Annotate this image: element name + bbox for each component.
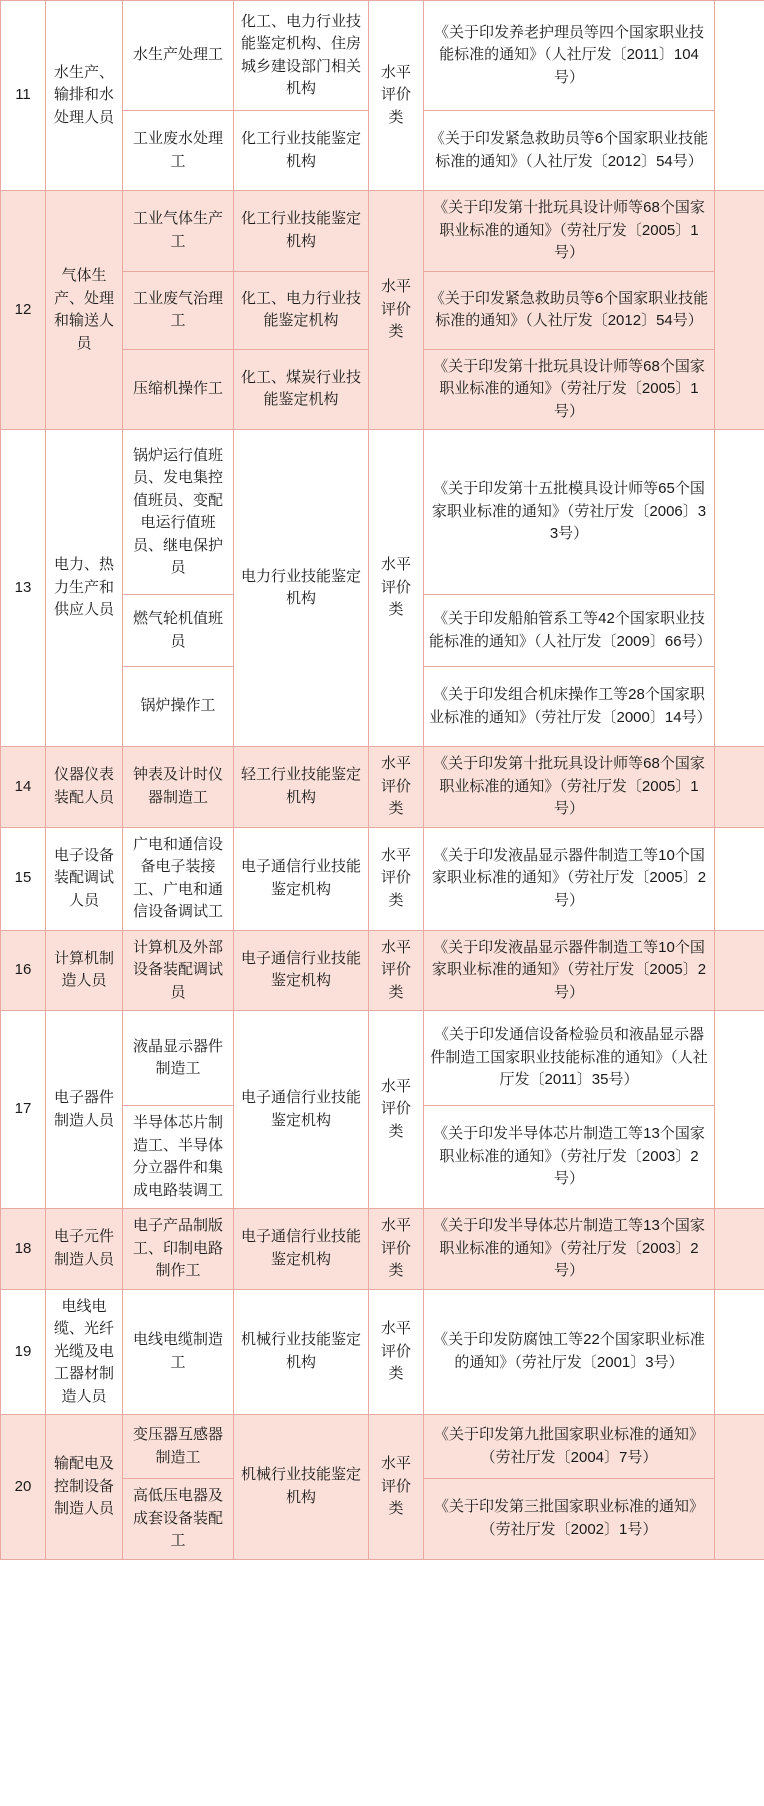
occupation-category: 电子器件制造人员 (46, 1011, 123, 1209)
remarks (715, 1415, 764, 1560)
reference-document: 《关于印发紧急救助员等6个国家职业技能标准的通知》（人社厅发〔2012〕54号） (424, 111, 715, 191)
table-row (1, 191, 764, 272)
reference-document: 《关于印发组合机床操作工等28个国家职业标准的通知》（劳社厅发〔2000〕14号） (424, 667, 715, 747)
occupation-category: 输配电及控制设备制造人员 (46, 1415, 123, 1560)
reference-document: 《关于印发第十批玩具设计师等68个国家职业标准的通知》（劳社厅发〔2005〕1号） (424, 349, 715, 430)
implementing-organization: 电子通信行业技能鉴定机构 (234, 1011, 369, 1209)
reference-document: 《关于印发紧急救助员等6个国家职业技能标准的通知》（人社厅发〔2012〕54号） (424, 271, 715, 349)
row-number: 16 (1, 930, 46, 1011)
row-number: 19 (1, 1289, 46, 1415)
occupation-category: 水生产、输排和水处理人员 (46, 1, 123, 191)
occupation-category: 仪器仪表装配人员 (46, 747, 123, 828)
reference-document: 《关于印发液晶显示器件制造工等10个国家职业标准的通知》（劳社厅发〔2005〕2号） (424, 827, 715, 930)
occupation-name: 压缩机操作工 (123, 349, 234, 430)
reference-document: 《关于印发液晶显示器件制造工等10个国家职业标准的通知》（劳社厅发〔2005〕2号） (424, 930, 715, 1011)
evaluation-type: 水平评价类 (369, 1415, 424, 1560)
occupation-name: 锅炉操作工 (123, 667, 234, 747)
remarks (715, 1289, 764, 1415)
remarks (715, 430, 764, 747)
reference-document: 《关于印发船舶管系工等42个国家职业技能标准的通知》（人社厅发〔2009〕66号） (424, 595, 715, 667)
table-row (1, 1415, 764, 1479)
occupation-category: 电子元件制造人员 (46, 1209, 123, 1290)
occupation-name: 锅炉运行值班员、发电集控值班员、变配电运行值班员、继电保护员 (123, 430, 234, 595)
remarks (715, 1, 764, 191)
occupation-name: 半导体芯片制造工、半导体分立器件和集成电路装调工 (123, 1106, 234, 1209)
occupation-category: 气体生产、处理和输送人员 (46, 191, 123, 430)
row-number: 12 (1, 191, 46, 430)
remarks (715, 1011, 764, 1209)
table-body (1, 1, 764, 1560)
row-number: 13 (1, 430, 46, 747)
reference-document: 《关于印发通信设备检验员和液晶显示器件制造工国家职业技能标准的通知》（人社厅发〔2011〕35号） (424, 1011, 715, 1106)
implementing-organization: 机械行业技能鉴定机构 (234, 1415, 369, 1560)
occupation-name: 液晶显示器件制造工 (123, 1011, 234, 1106)
row-number: 20 (1, 1415, 46, 1560)
row-number: 14 (1, 747, 46, 828)
implementing-organization: 化工行业技能鉴定机构 (234, 111, 369, 191)
implementing-organization: 化工、电力行业技能鉴定机构 (234, 271, 369, 349)
reference-document: 《关于印发半导体芯片制造工等13个国家职业标准的通知》（劳社厅发〔2003〕2号） (424, 1106, 715, 1209)
implementing-organization: 化工行业技能鉴定机构 (234, 191, 369, 272)
occupation-name: 电子产品制版工、印制电路制作工 (123, 1209, 234, 1290)
occupation-category: 计算机制造人员 (46, 930, 123, 1011)
occupation-name: 计算机及外部设备装配调试员 (123, 930, 234, 1011)
remarks (715, 930, 764, 1011)
evaluation-type: 水平评价类 (369, 1011, 424, 1209)
remarks (715, 1209, 764, 1290)
table-row (1, 1209, 764, 1290)
table-row (1, 1289, 764, 1415)
reference-document: 《关于印发第十批玩具设计师等68个国家职业标准的通知》（劳社厅发〔2005〕1号） (424, 747, 715, 828)
occupation-name: 工业废气治理工 (123, 271, 234, 349)
reference-document: 《关于印发防腐蚀工等22个国家职业标准的通知》（劳社厅发〔2001〕3号） (424, 1289, 715, 1415)
evaluation-type: 水平评价类 (369, 930, 424, 1011)
evaluation-type: 水平评价类 (369, 1209, 424, 1290)
row-number: 11 (1, 1, 46, 191)
occupation-name: 变压器互感器制造工 (123, 1415, 234, 1479)
table-row (1, 430, 764, 595)
occupation-name: 电线电缆制造工 (123, 1289, 234, 1415)
evaluation-type: 水平评价类 (369, 430, 424, 747)
occupation-name: 高低压电器及成套设备装配工 (123, 1479, 234, 1560)
table-row (1, 930, 764, 1011)
row-number: 17 (1, 1011, 46, 1209)
occupation-name: 工业废水处理工 (123, 111, 234, 191)
remarks (715, 747, 764, 828)
occupation-name: 燃气轮机值班员 (123, 595, 234, 667)
reference-document: 《关于印发养老护理员等四个国家职业技能标准的通知》（人社厅发〔2011〕104号） (424, 1, 715, 111)
table-row (1, 827, 764, 930)
occupation-name: 钟表及计时仪器制造工 (123, 747, 234, 828)
table-row (1, 747, 764, 828)
table-row (1, 1, 764, 111)
implementing-organization: 轻工行业技能鉴定机构 (234, 747, 369, 828)
occupation-category: 电子设备装配调试人员 (46, 827, 123, 930)
reference-document: 《关于印发第十五批模具设计师等65个国家职业标准的通知》（劳社厅发〔2006〕33号） (424, 430, 715, 595)
implementing-organization: 电子通信行业技能鉴定机构 (234, 1209, 369, 1290)
occupation-name: 水生产处理工 (123, 1, 234, 111)
row-number: 18 (1, 1209, 46, 1290)
occupation-category: 电力、热力生产和供应人员 (46, 430, 123, 747)
occupation-name: 广电和通信设备电子装接工、广电和通信设备调试工 (123, 827, 234, 930)
evaluation-type: 水平评价类 (369, 1, 424, 191)
reference-document: 《关于印发半导体芯片制造工等13个国家职业标准的通知》（劳社厅发〔2003〕2号） (424, 1209, 715, 1290)
evaluation-type: 水平评价类 (369, 1289, 424, 1415)
reference-document: 《关于印发第十批玩具设计师等68个国家职业标准的通知》（劳社厅发〔2005〕1号） (424, 191, 715, 272)
evaluation-type: 水平评价类 (369, 191, 424, 430)
occupation-category: 电线电缆、光纤光缆及电工器材制造人员 (46, 1289, 123, 1415)
table-row (1, 1011, 764, 1106)
remarks (715, 191, 764, 430)
implementing-organization: 化工、电力行业技能鉴定机构、住房城乡建设部门相关机构 (234, 1, 369, 111)
implementing-organization: 电子通信行业技能鉴定机构 (234, 930, 369, 1011)
evaluation-type: 水平评价类 (369, 747, 424, 828)
implementing-organization: 机械行业技能鉴定机构 (234, 1289, 369, 1415)
implementing-organization: 电力行业技能鉴定机构 (234, 430, 369, 747)
evaluation-type: 水平评价类 (369, 827, 424, 930)
remarks (715, 827, 764, 930)
implementing-organization: 化工、煤炭行业技能鉴定机构 (234, 349, 369, 430)
occupation-name: 工业气体生产工 (123, 191, 234, 272)
reference-document: 《关于印发第九批国家职业标准的通知》（劳社厅发〔2004〕7号） (424, 1415, 715, 1479)
reference-document: 《关于印发第三批国家职业标准的通知》（劳社厅发〔2002〕1号） (424, 1479, 715, 1560)
row-number: 15 (1, 827, 46, 930)
implementing-organization: 电子通信行业技能鉴定机构 (234, 827, 369, 930)
